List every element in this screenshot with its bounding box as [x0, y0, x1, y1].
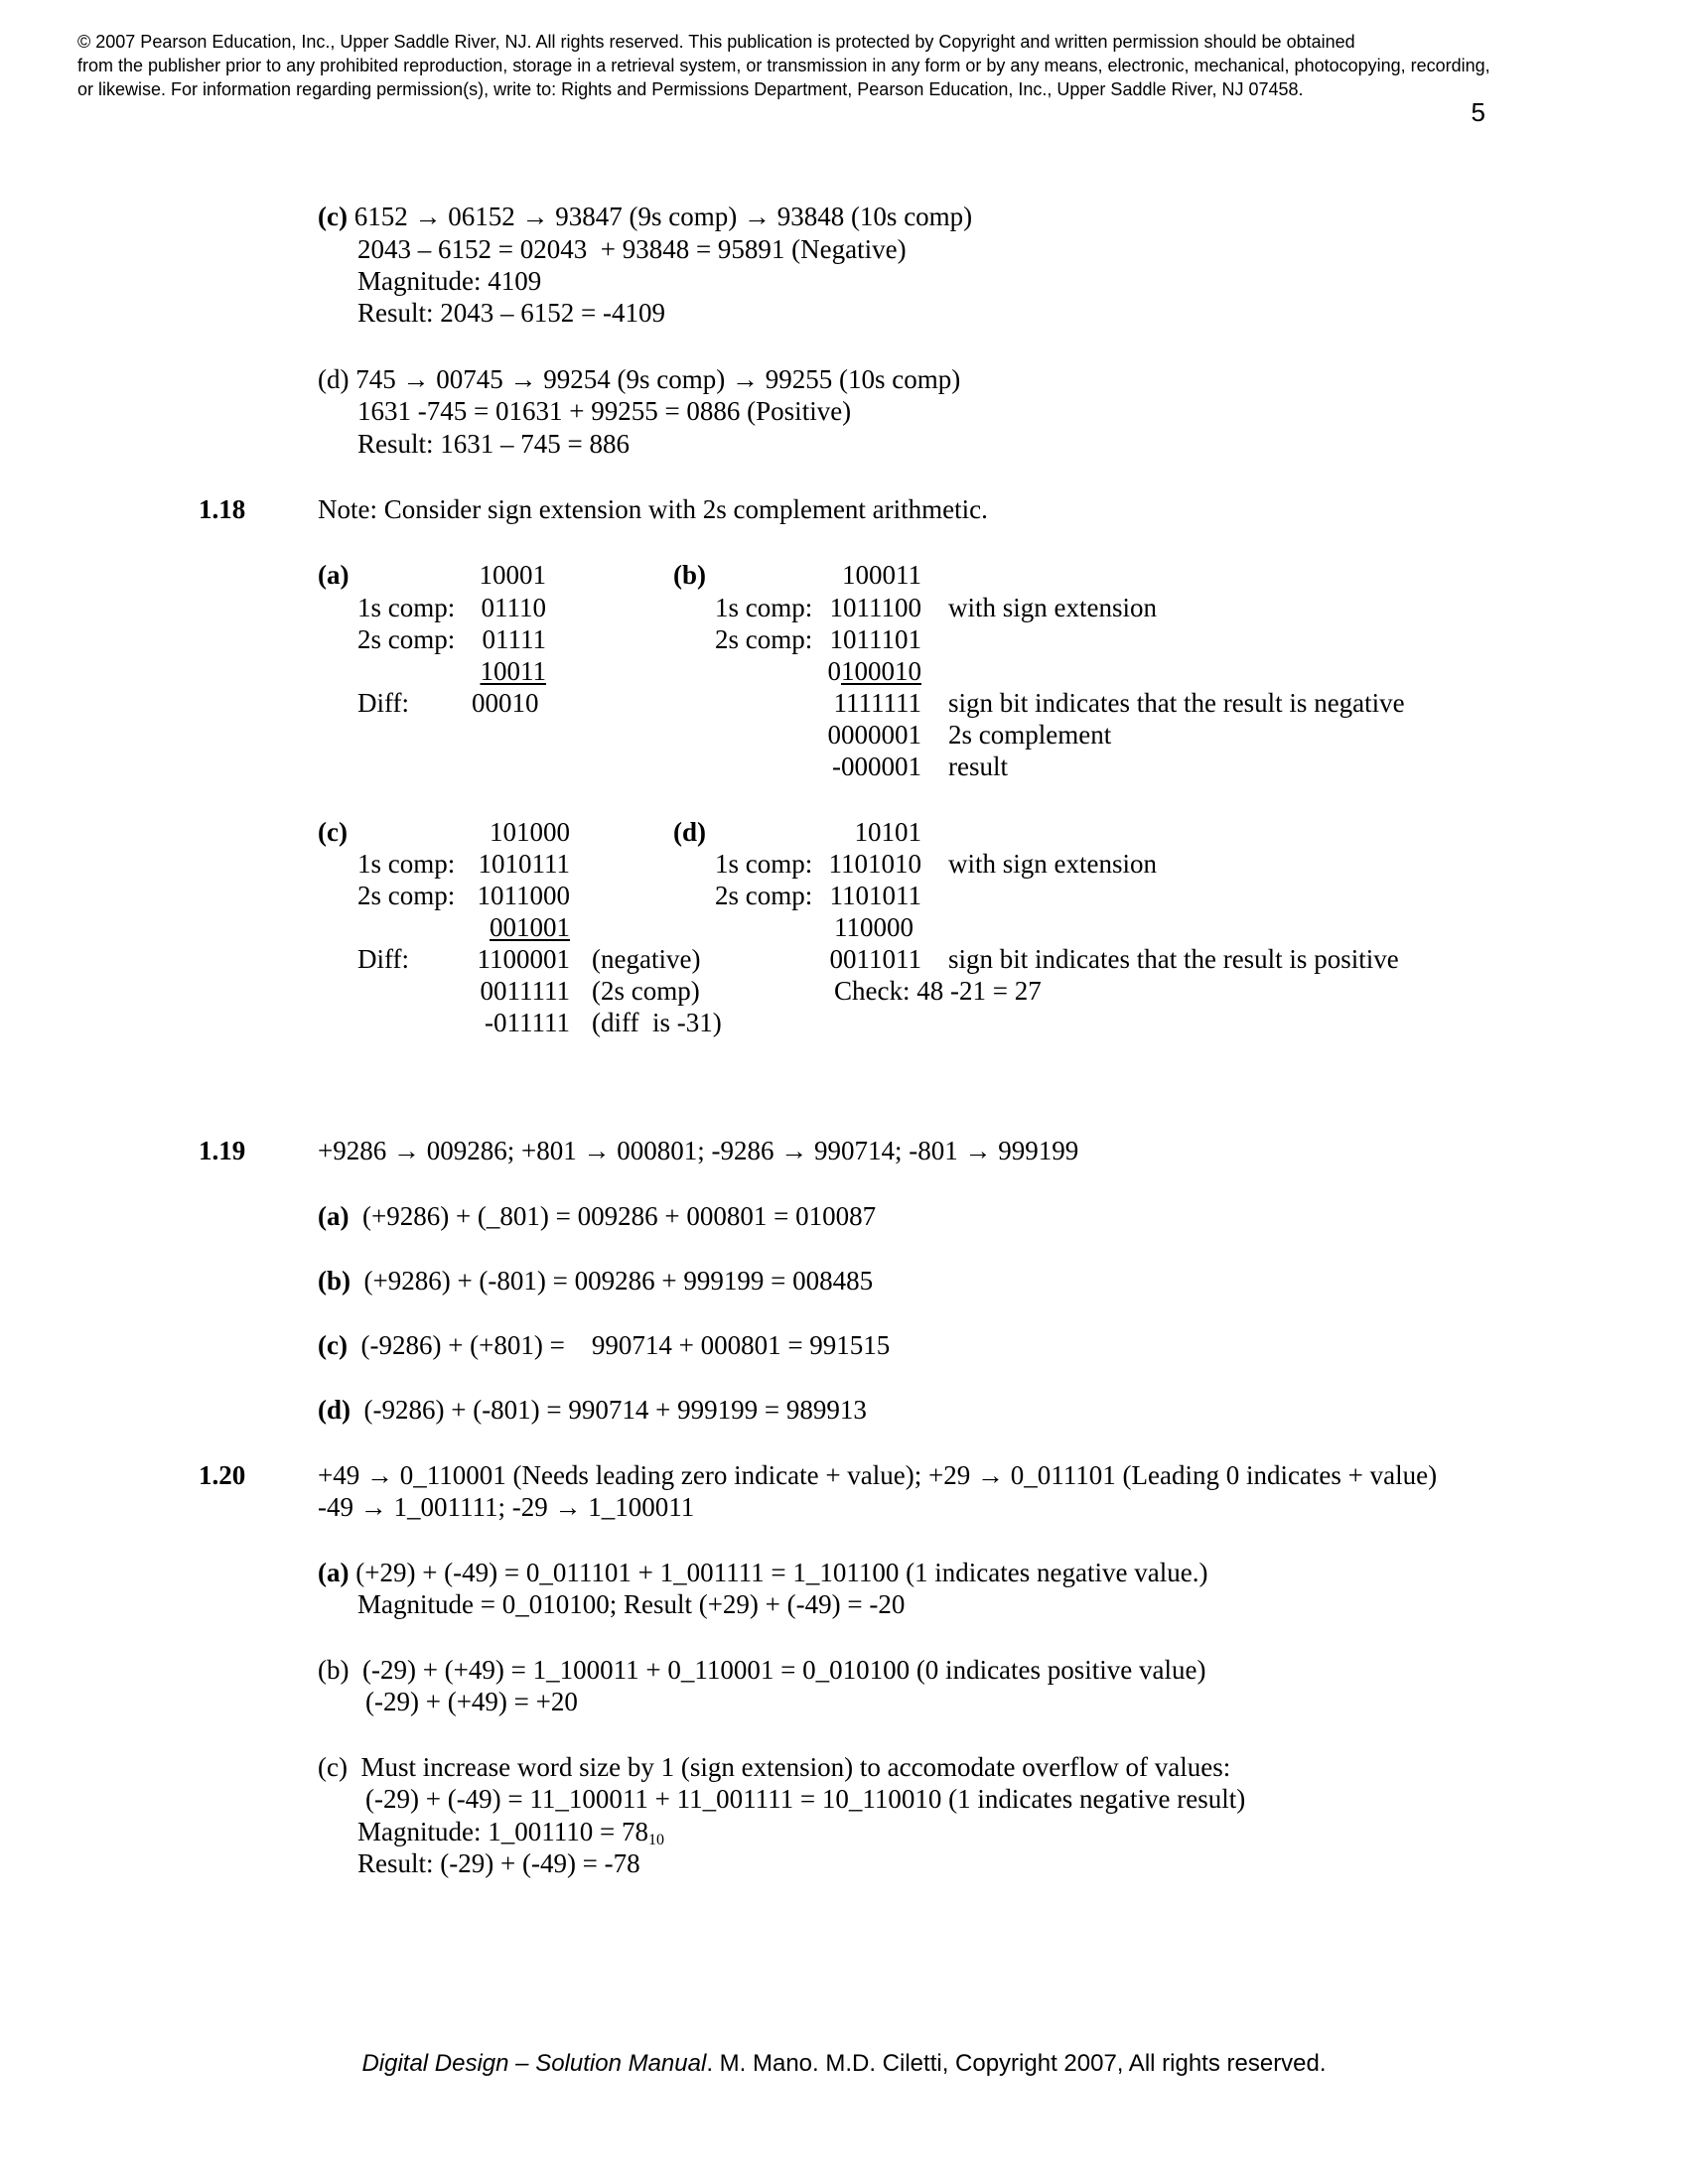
- problem-119d: (d) (-9286) + (-801) = 990714 + 999199 = 989913: [318, 1395, 867, 1425]
- problem-120b-line2: (-29) + (+49) = +20: [365, 1687, 578, 1716]
- part-a-value: 10001: [479, 560, 546, 590]
- part-d-addend: 110000: [834, 912, 914, 942]
- part-b-twos: 0000001: [827, 720, 921, 750]
- part-c-result: -011111: [485, 1008, 570, 1037]
- problem-120c-line4: Result: (-29) + (-49) = -78: [357, 1848, 640, 1878]
- problem-117c-line2: 2043 – 6152 = 02043 + 93848 = 95891 (Negative): [357, 234, 907, 264]
- problem-117c-line1: (c) 6152 → 06152 → 93847 (9s comp) → 93848 (10s comp): [318, 202, 973, 231]
- problem-117d-line3: Result: 1631 – 745 = 886: [357, 429, 630, 459]
- copyright-line: from the publisher prior to any prohibited reproduction, storage in a retrieval system, or transmission in any form or by any means, electronic, mechanical, photocopying, recording,: [77, 56, 1490, 75]
- part-b-twos-note: 2s complement: [948, 720, 1112, 750]
- part-a-label: (a): [318, 560, 350, 590]
- part-a-1s-label: 1s comp:: [357, 593, 456, 622]
- part-a-1s-value: 01110: [481, 593, 546, 622]
- part-c-twos: 0011111: [480, 976, 570, 1006]
- problem-117c-line3: Magnitude: 4109: [357, 266, 542, 296]
- part-d-sum-note: sign bit indicates that the result is positive: [948, 944, 1399, 974]
- problem-120c-line3: Magnitude: 1_001110 = $78_{10}$: [357, 1817, 664, 1848]
- problem-120c-line2: (-29) + (-49) = 11_100011 + 11_001111 = 10_110010 (1 indicates negative result): [365, 1784, 1246, 1814]
- problem-117c-line4: Result: 2043 – 6152 = -4109: [357, 298, 665, 328]
- part-d-sum: 0011011: [829, 944, 921, 974]
- part-a-addend: 10011: [480, 656, 546, 686]
- copyright-line: or likewise. For information regarding permission(s), write to: Rights and Permissions Department, Pearson Education, Inc., Upper Saddle River, NJ 07458.: [77, 79, 1304, 99]
- part-d-1s-note: with sign extension: [948, 849, 1157, 879]
- part-c-diff-value: 1100001: [477, 944, 570, 974]
- part-b-1s-label: 1s comp:: [715, 593, 813, 622]
- part-c-diff-note: (negative): [592, 944, 701, 974]
- part-b-2s-value: 1011101: [829, 624, 921, 654]
- part-a-2s-value: 01111: [482, 624, 546, 654]
- problem-120b-line1: (b) (-29) + (+49) = 1_100011 + 0_110001 = 0_010100 (0 indicates positive value): [318, 1655, 1206, 1685]
- part-c-twos-note: (2s comp): [592, 976, 700, 1006]
- problem-120-intro1: +49 → 0_110001 (Needs leading zero indicate + value); +29 → 0_011101 (Leading 0 indicates + value): [318, 1460, 1438, 1490]
- part-c-value: 101000: [490, 817, 570, 847]
- part-d-2s-label: 2s comp:: [715, 881, 813, 910]
- part-b-sum: 1111111: [833, 688, 921, 718]
- part-b-value: 100011: [842, 560, 921, 590]
- problem-120a-line1: (a) (+29) + (-49) = 0_011101 + 1_001111 = 1_101100 (1 indicates negative value.): [318, 1558, 1208, 1587]
- part-c-1s-value: 1010111: [478, 849, 570, 879]
- problem-120c-line1: (c) Must increase word size by 1 (sign extension) to accomodate overflow of values:: [318, 1752, 1231, 1782]
- problem-number-120: 1.20: [199, 1460, 246, 1490]
- copyright-notice: [77, 30, 1626, 101]
- problem-118-note: Note: Consider sign extension with 2s complement arithmetic.: [318, 494, 988, 524]
- problem-119a: (a) (+9286) + (_801) = 009286 + 000801 = 010087: [318, 1201, 877, 1231]
- page-footer: Digital Design – Solution Manual. M. Mano. M.D. Ciletti, Copyright 2007, All rights reserved.: [361, 2050, 1327, 2077]
- problem-120-intro2: -49 → 1_001111; -29 → 1_100011: [318, 1492, 695, 1522]
- part-a-2s-label: 2s comp:: [357, 624, 456, 654]
- part-a-diff-label: Diff:: [357, 688, 409, 718]
- part-d-label: (d): [673, 817, 706, 847]
- part-d-value: 10101: [854, 817, 921, 847]
- part-c-label: (c): [318, 817, 348, 847]
- part-d-1s-label: 1s comp:: [715, 849, 813, 879]
- part-c-diff-label: Diff:: [357, 944, 409, 974]
- part-c-2s-label: 2s comp:: [357, 881, 456, 910]
- part-b-2s-label: 2s comp:: [715, 624, 813, 654]
- part-b-1s-value: 1011100: [829, 593, 921, 622]
- problem-117d-line1: (d) 745 → 00745 → 99254 (9s comp) → 99255 (10s comp): [318, 364, 961, 394]
- part-c-1s-label: 1s comp:: [357, 849, 456, 879]
- problem-119b: (b) (+9286) + (-801) = 009286 + 999199 = 008485: [318, 1266, 874, 1296]
- part-b-result: -000001: [832, 751, 921, 781]
- part-c-2s-value: 1011000: [477, 881, 570, 910]
- copyright-line: © 2007 Pearson Education, Inc., Upper Saddle River, NJ. All rights reserved. This publication is protected by Copyright and written permission should be obtained: [77, 32, 1355, 52]
- part-d-1s-value: 1101010: [828, 849, 921, 879]
- part-a-diff-value: 00010: [472, 688, 539, 718]
- part-b-sum-note: sign bit indicates that the result is negative: [948, 688, 1405, 718]
- problem-119-intro: +9286 → 009286; +801 → 000801; -9286 → 990714; -801 → 999199: [318, 1136, 1079, 1165]
- part-b-1s-note: with sign extension: [948, 593, 1157, 622]
- problem-119c: (c) (-9286) + (+801) = 990714 + 000801 = 991515: [318, 1330, 891, 1360]
- problem-number-118: 1.18: [199, 494, 246, 524]
- problem-number-119: 1.19: [199, 1136, 246, 1165]
- page-number: 5: [1471, 97, 1485, 127]
- problem-117d-line2: 1631 -745 = 01631 + 99255 = 0886 (Positive): [357, 396, 852, 426]
- part-c-result-note: (diff is -31): [592, 1008, 722, 1037]
- part-b-result-note: result: [948, 751, 1008, 781]
- part-c-addend: 001001: [490, 912, 570, 942]
- part-b-addend: 0100010: [827, 656, 921, 686]
- part-b-label: (b): [673, 560, 706, 590]
- part-d-2s-value: 1101011: [829, 881, 921, 910]
- problem-120a-line2: Magnitude = 0_010100; Result (+29) + (-49) = -20: [357, 1589, 906, 1619]
- part-d-check: Check: 48 -21 = 27: [834, 976, 1042, 1006]
